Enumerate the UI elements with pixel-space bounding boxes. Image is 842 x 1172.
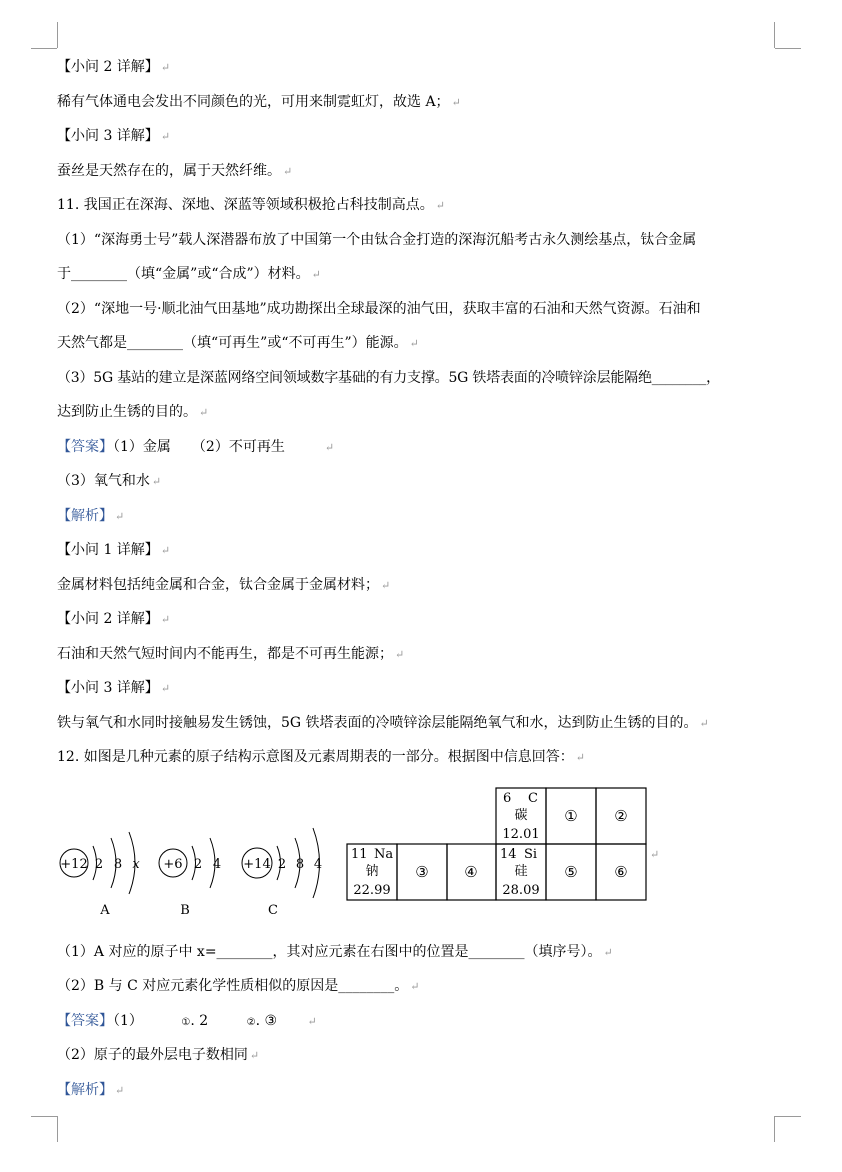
crop-mark-bottom-left-h	[31, 1116, 57, 1117]
paragraph-mark: ↵	[650, 848, 660, 861]
analysis-label: 【解析】	[57, 1082, 113, 1098]
crop-mark-bottom-left-v	[57, 1116, 58, 1142]
question-11-3-line2: 达到防止生锈的目的。 ↵	[57, 404, 209, 420]
analysis-label: 【解析】	[57, 508, 113, 524]
text-line: 铁与氧气和水同时接触易发生锈蚀，5G 铁塔表面的冷喷锌涂层能隔绝氧气和水，达到防止生锈的目的。 ↵	[57, 715, 709, 731]
slot-5: ⑤	[564, 863, 578, 881]
crop-mark-top-right-h	[775, 48, 801, 49]
heading-subq2: 【小问 2 详解】 ↵	[57, 611, 171, 627]
heading-subq1: 【小问 1 详解】 ↵	[57, 542, 171, 558]
answer-11: 【答案】（1）金属 （2）不可再生 ↵	[57, 439, 335, 455]
carbon-symbol: C	[528, 791, 538, 806]
heading-subq3: 【小问 3 详解】 ↵	[57, 128, 171, 144]
atom-b-shell-count: 4	[212, 857, 222, 872]
silicon-mass: 28.09	[502, 883, 540, 898]
question-12-2: （2）B 与 C 对应元素化学性质相似的原因是________。 ↵	[57, 978, 420, 994]
text-line: 石油和天然气短时间内不能再生，都是不可再生能源； ↵	[57, 646, 405, 662]
carbon-mass: 12.01	[502, 827, 540, 842]
question-11-1-line2: 于________（填“金属”或“合成”）材料。 ↵	[57, 266, 321, 282]
question-11-2-line1: （2）“深地一号·顺北油气田基地”成功勘探出全球最深的油气田，获取丰富的石油和天然气资源。石油和	[57, 301, 701, 317]
carbon-number: 6	[503, 791, 512, 806]
atom-c-label: C	[268, 903, 278, 918]
answer-label: 【答案】	[57, 1013, 113, 1029]
silicon-name: 硅	[514, 864, 528, 879]
question-11-3-line1: （3）5G 基站的建立是深蓝网络空间领域数字基础的有力支撑。5G 铁塔表面的冷喷锌涂层能隔绝________，	[57, 370, 720, 386]
sodium-name: 钠	[365, 864, 379, 879]
question-12: 12. 如图是几种元素的原子结构示意图及元素周期表的一部分。根据图中信息回答： ↵	[57, 749, 585, 765]
atom-and-periodic-table-figure	[0, 780, 842, 920]
slot-6: ⑥	[614, 863, 628, 881]
text-line: 蚕丝是天然存在的，属于天然纤维。 ↵	[57, 163, 293, 179]
heading-subq2: 【小问 2 详解】 ↵	[57, 59, 171, 75]
atom-a-label: A	[100, 903, 110, 918]
slot-1: ①	[564, 807, 578, 825]
analysis-11: 【解析】 ↵	[57, 508, 125, 524]
answer-11-line2: （3）氧气和水 ↵	[57, 473, 162, 489]
question-11-2-line2: 天然气都是________（填“可再生”或“不可再生”）能源。 ↵	[57, 335, 419, 351]
atom-b-nucleus-label: +6	[163, 857, 183, 872]
text-line: 稀有气体通电会发出不同颜色的光，可用来制霓虹灯，故选 A； ↵	[57, 94, 461, 110]
crop-mark-top-left-v	[57, 22, 58, 48]
answer-12: 【答案】（1） ①. 2 ②. ③ ↵	[57, 1013, 317, 1029]
sodium-number: 11	[351, 847, 368, 862]
slot-2: ②	[614, 807, 628, 825]
sodium-symbol: Na	[374, 847, 394, 862]
crop-mark-top-left-h	[31, 48, 57, 49]
atom-b-label: B	[180, 903, 190, 918]
atom-b-shell-count: 2	[193, 857, 203, 872]
atom-a-shell-count: 8	[113, 857, 123, 872]
atom-c-nucleus-label: +14	[243, 857, 271, 872]
atom-a-nucleus-label: +12	[60, 857, 88, 872]
periodic-table-grid	[347, 788, 646, 900]
crop-mark-bottom-right-h	[775, 1116, 801, 1117]
atom-c-shell-count: 4	[313, 857, 323, 872]
heading-subq3: 【小问 3 详解】 ↵	[57, 680, 171, 696]
text-line: 金属材料包括纯金属和合金，钛合金属于金属材料； ↵	[57, 577, 391, 593]
atom-c-shell-count: 2	[277, 857, 287, 872]
crop-mark-bottom-right-v	[774, 1116, 775, 1142]
question-11-1-line1: （1）“深海勇士号”载人深潜器布放了中国第一个由钛合金打造的深海沉船考古永久测绘基点，钛合金属	[57, 232, 697, 248]
answer-12-line2: （2）原子的最外层电子数相同 ↵	[57, 1047, 260, 1063]
silicon-symbol: Si	[524, 847, 538, 862]
question-11: 11. 我国正在深海、深地、深蓝等领域积极抢占科技制高点。 ↵	[57, 197, 445, 213]
question-12-1: （1）A 对应的原子中 x=________，其对应元素在右图中的位置是________（填序号）。 ↵	[57, 944, 613, 960]
answer-12-part1-num: ①	[181, 1017, 191, 1028]
carbon-name: 碳	[514, 808, 528, 823]
sodium-mass: 22.99	[353, 883, 391, 898]
atom-a-shell-count: x	[132, 857, 140, 872]
answer-label: 【答案】	[57, 439, 113, 455]
slot-4: ④	[464, 863, 478, 881]
silicon-number: 14	[500, 847, 517, 862]
analysis-12: 【解析】 ↵	[57, 1082, 125, 1098]
atom-a-shell-count: 2	[94, 857, 104, 872]
crop-mark-top-right-v	[774, 22, 775, 48]
slot-3: ③	[415, 863, 429, 881]
atom-c-shell-count: 8	[295, 857, 305, 872]
answer-12-part2-num: ②	[246, 1017, 256, 1028]
